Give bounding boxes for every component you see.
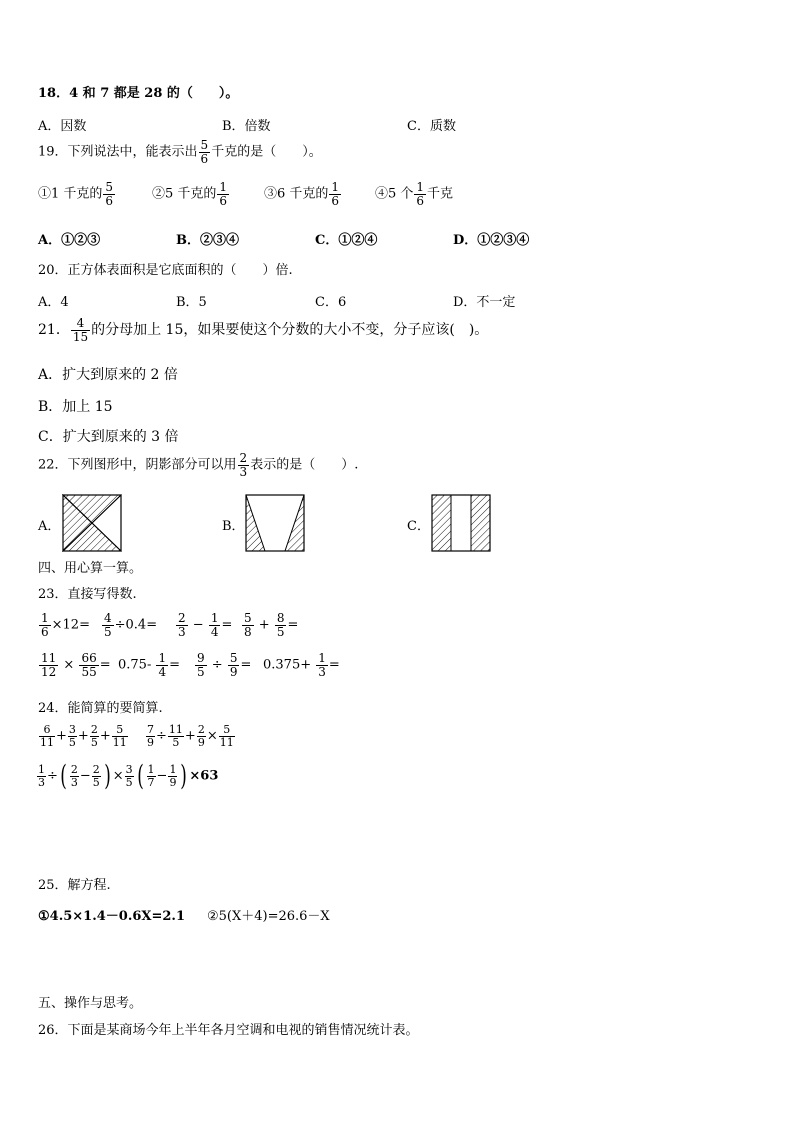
q19-option-c[interactable]: C．①②④ [315, 233, 378, 248]
q24-stem: 24．能简算的要简算. [38, 701, 163, 716]
q23-expr-3: $\frac{2}{3}$ − $\frac{1}{4}$ = [178, 611, 233, 639]
q26-stem: 26．下面是某商场今年上半年各月空调和电视的销售情况统计表。 [38, 1023, 419, 1038]
q19-item-3: ③6 千克的 $\frac{1}{6}$ [264, 180, 340, 208]
q19-item-4: ④5 个 $\frac{1}{6}$ 千克 [375, 180, 454, 208]
q25-stem: 25．解方程. [38, 878, 111, 893]
q24-expr-1: $\frac{6}{11}$ + $\frac{3}{5}$ + $\frac{2}{5}$ + $\frac{5}{11}$ [40, 723, 127, 749]
q19-option-a[interactable]: A．①②③ [38, 233, 101, 248]
q20-option-a[interactable]: A．4 [38, 295, 69, 310]
q23-expr-7: $\frac{9}{5}$ ÷ $\frac{5}{9}$ = [197, 651, 252, 679]
q21-option-a[interactable]: A．扩大到原来的 2 倍 [38, 367, 178, 383]
q18-option-c[interactable]: C．质数 [407, 119, 456, 134]
q22-option-c[interactable]: C． [407, 519, 430, 534]
q25-equation-2: ②5(X＋4)=26.6－X [207, 909, 330, 924]
q21-option-b[interactable]: B．加上 15 [38, 399, 113, 415]
figure-b [245, 494, 305, 552]
q22-option-b[interactable]: B． [222, 519, 245, 534]
figure-c [431, 494, 491, 552]
q23-expr-6: 0.75- $\frac{1}{4}$ = [118, 651, 181, 679]
section-4-heading: 四、用心算一算。 [38, 561, 143, 576]
q23-expr-5: $\frac{11}{12}$ × $\frac{66}{55}$ = [41, 651, 111, 679]
q19-option-d[interactable]: D．①②③④ [453, 233, 530, 248]
q24-expr-3: $\frac{1}{3}$ ÷( $\frac{2}{3}$ − $\frac{2}{5}$ ) × $\frac{3}{5}$ ( $\frac{1}{7}$ − $\frac{1}{9}$ ) ×63 [38, 759, 219, 792]
q20-option-d[interactable]: D．不一定 [453, 295, 516, 310]
q20-option-c[interactable]: C．6 [315, 295, 347, 310]
section-5-heading: 五、操作与思考。 [38, 996, 143, 1011]
q19-item-1: ①1 千克的 $\frac{5}{6}$ [38, 180, 114, 208]
figure-a [62, 494, 122, 552]
q18-stem: 18．4 和 7 都是 28 的（ ）。 [38, 86, 239, 101]
q19-stem: 19．下列说法中，能表示出 $\frac{5}{6}$ 千克的是（ ）。 [38, 138, 322, 166]
q23-stem: 23．直接写得数. [38, 587, 137, 602]
q22-stem: 22．下列图形中，阴影部分可以用 $\frac{2}{3}$ 表示的是（ ）. [38, 451, 359, 479]
q20-stem: 20．正方体表面积是它底面积的（ ）倍. [38, 263, 293, 278]
q23-expr-8: 0.375+ $\frac{1}{3}$ = [263, 651, 340, 679]
q24-expr-2: $\frac{7}{9}$ ÷ $\frac{11}{5}$ + $\frac{2}{9}$ × $\frac{5}{11}$ [147, 723, 234, 749]
q22-option-a[interactable]: A． [38, 519, 61, 534]
q23-expr-4: $\frac{5}{8}$ + $\frac{8}{5}$ = [244, 611, 299, 639]
q20-option-b[interactable]: B．5 [176, 295, 207, 310]
q23-expr-1: $\frac{1}{6}$ ×12= [41, 611, 90, 639]
q19-option-b[interactable]: B．②③④ [176, 233, 239, 248]
q18-option-b[interactable]: B．倍数 [222, 119, 271, 134]
q23-expr-2: $\frac{4}{5}$ ÷0.4= [104, 611, 158, 639]
q19-item-2: ②5 千克的 $\frac{1}{6}$ [152, 180, 228, 208]
q21-option-c[interactable]: C．扩大到原来的 3 倍 [38, 429, 179, 445]
q18-option-a[interactable]: A．因数 [38, 119, 87, 134]
q21-stem: 21． $\frac{4}{15}$ 的分母加上 15，如果要使这个分数的大小不变，分子应该( )。 [38, 316, 489, 344]
q25-equation-1: ①4.5×1.4－0.6X=2.1 [38, 909, 185, 924]
